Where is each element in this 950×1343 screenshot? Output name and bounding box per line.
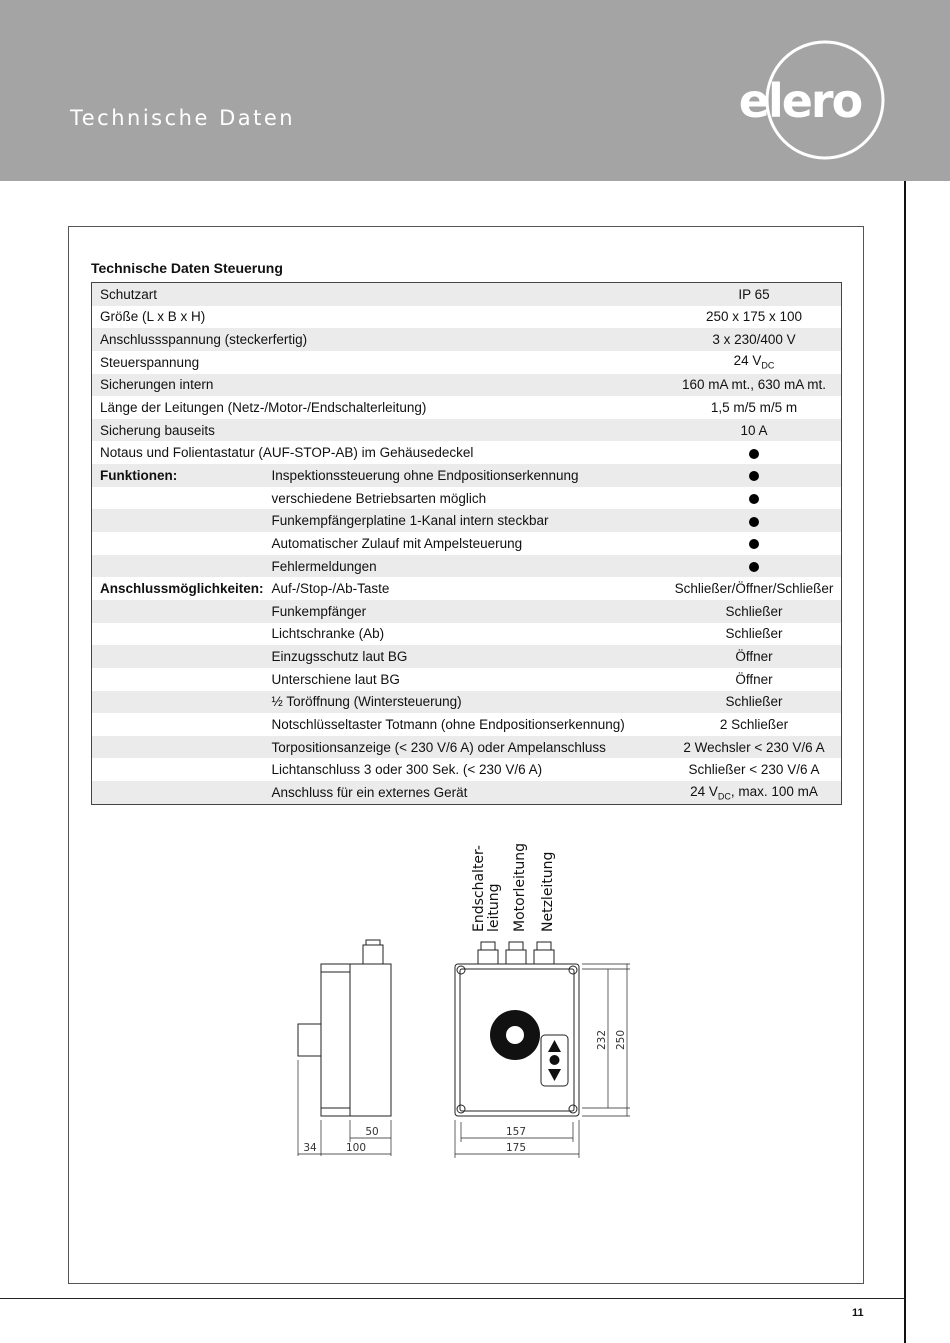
table-row	[92, 691, 842, 714]
section-title: Technische Daten Steuerung	[91, 260, 283, 276]
row-value: 1,5 m/5 m/5 m	[710, 400, 798, 416]
row-value	[667, 464, 842, 487]
side-view-body	[321, 964, 391, 1116]
table-row	[92, 464, 842, 487]
row-value: Öffner	[667, 645, 842, 668]
row-value: 10 A	[667, 419, 842, 442]
table-row	[92, 600, 842, 623]
table-row	[92, 396, 842, 419]
bullet-dot-icon	[749, 494, 759, 504]
row-label: Sicherungen intern	[92, 374, 668, 397]
cable-gland-motor	[506, 950, 526, 964]
row-value	[667, 781, 842, 804]
page-number: 11	[852, 1307, 864, 1319]
logo-text: elero	[738, 74, 862, 128]
dim-250: 250	[615, 1029, 627, 1051]
value-subscript: DC	[717, 791, 731, 802]
table-row	[92, 328, 842, 351]
page-header	[0, 0, 950, 181]
dim-232: 232	[596, 1029, 608, 1051]
row-value	[667, 532, 842, 555]
dim-100: 100	[345, 1142, 367, 1154]
table-row	[92, 758, 842, 781]
bullet-dot-icon	[749, 517, 759, 527]
row-label: Lichtschranke (Ab)	[271, 626, 385, 642]
row-value: 3 x 230/400 V	[667, 328, 842, 351]
table-row	[92, 577, 842, 600]
dim-157: 157	[505, 1126, 527, 1138]
row-label: Notschlüsseltaster Totmann (ohne Endpositionserkennung)	[271, 716, 625, 732]
row-value: Öffner	[735, 671, 773, 687]
arrow-down-icon	[548, 1069, 561, 1081]
spec-table	[91, 282, 842, 805]
side-view-button	[298, 1024, 321, 1056]
row-label: Inspektionssteuerung ohne Endpositionserkennung	[264, 464, 667, 487]
row-label: Torpositionsanzeige (< 230 V/6 A) oder Ampelanschluss	[264, 736, 667, 759]
cable-gland-netz	[534, 950, 554, 964]
table-row	[92, 351, 842, 374]
row-value: 160 mA mt., 630 mA mt.	[667, 374, 842, 397]
table-row	[92, 713, 842, 736]
screw-icon	[569, 1105, 577, 1113]
row-label: Automatischer Zulauf mit Ampelsteuerung	[271, 535, 523, 551]
row-label: Größe (L x B x H)	[100, 309, 206, 325]
housing-drawing	[290, 832, 640, 1162]
row-value: 2 Schließer	[719, 716, 789, 732]
table-row	[92, 374, 842, 397]
table-row	[92, 419, 842, 442]
row-label: Funkempfänger	[264, 600, 667, 623]
category-label: Anschlussmöglichkeiten:	[100, 581, 264, 597]
bullet-dot-icon	[749, 562, 759, 572]
screw-icon	[569, 966, 577, 974]
table-row	[92, 306, 842, 329]
stop-dot-icon	[550, 1055, 560, 1065]
table-row	[92, 532, 842, 555]
value-subscript: DC	[761, 361, 775, 372]
row-value: IP 65	[667, 283, 842, 306]
row-label: Anschluss für ein externes Gerät	[264, 781, 667, 804]
table-row	[92, 509, 842, 532]
bullet-dot-icon	[749, 449, 759, 459]
value-text: 24 V	[733, 353, 762, 369]
table-row	[92, 623, 842, 646]
side-cable-gland	[363, 945, 383, 964]
bullet-dot-icon	[749, 471, 759, 481]
row-label: Länge der Leitungen (Netz-/Motor-/Endschalterleitung)	[100, 400, 427, 416]
row-label: verschiedene Betriebsarten möglich	[271, 490, 487, 506]
row-label: Schutzart	[92, 283, 668, 306]
table-row	[92, 555, 842, 578]
arrow-up-icon	[548, 1040, 561, 1052]
row-label: Anschlussspannung (steckerfertig)	[92, 328, 668, 351]
row-label: Unterschiene laut BG	[271, 671, 400, 687]
table-row	[92, 441, 842, 464]
label-endschalter-2: leitung	[486, 883, 502, 932]
category-label: Funktionen:	[92, 464, 264, 487]
row-value: Schließer	[667, 600, 842, 623]
table-row	[92, 668, 842, 691]
table-row	[92, 736, 842, 759]
row-value: Schließer	[667, 691, 842, 714]
screw-icon	[457, 966, 465, 974]
row-value: Schließer < 230 V/6 A	[688, 762, 820, 778]
row-label: Funkempfängerplatine 1-Kanal intern steckbar	[264, 509, 667, 532]
label-motorleitung: Motorleitung	[512, 843, 528, 932]
dim-175: 175	[505, 1142, 527, 1154]
row-value	[667, 441, 842, 464]
dim-34: 34	[303, 1142, 317, 1154]
table-row	[92, 645, 842, 668]
row-label: Fehlermeldungen	[264, 555, 667, 578]
row-value: 2 Wechsler < 230 V/6 A	[667, 736, 842, 759]
row-value	[667, 509, 842, 532]
footer-rule	[0, 1298, 905, 1299]
page-title: Technische Daten	[70, 106, 296, 130]
row-label: ½ Toröffnung (Wintersteuerung)	[264, 691, 667, 714]
row-label: Steuerspannung	[100, 354, 200, 370]
elero-logo	[712, 40, 888, 164]
row-label: Auf-/Stop-/Ab-Taste	[271, 581, 390, 597]
bullet-dot-icon	[749, 539, 759, 549]
value-text-suffix: , max. 100 mA	[730, 783, 818, 799]
row-value: 250 x 175 x 100	[705, 309, 803, 325]
value-text: 24 V	[690, 783, 718, 799]
table-row	[92, 487, 842, 510]
row-value	[667, 351, 842, 374]
row-label: Notaus und Folientastatur (AUF-STOP-AB) im Gehäusedeckel	[100, 445, 474, 461]
table-row	[92, 283, 842, 306]
row-label: Lichtanschluss 3 oder 300 Sek. (< 230 V/6 A)	[271, 762, 543, 778]
row-label: Einzugsschutz laut BG	[264, 645, 667, 668]
table-row	[92, 781, 842, 804]
row-label: Sicherung bauseits	[92, 419, 668, 442]
label-endschalter-1: Endschalter-	[471, 845, 487, 932]
dim-50: 50	[365, 1126, 379, 1138]
row-value	[667, 555, 842, 578]
row-value: Schließer/Öffner/Schließer	[674, 581, 834, 597]
row-value	[667, 487, 842, 510]
row-value: Schließer	[725, 626, 783, 642]
cable-gland-endschalter	[478, 950, 498, 964]
label-netzleitung: Netzleitung	[540, 851, 556, 932]
margin-rule	[904, 181, 906, 1343]
screw-icon	[457, 1105, 465, 1113]
